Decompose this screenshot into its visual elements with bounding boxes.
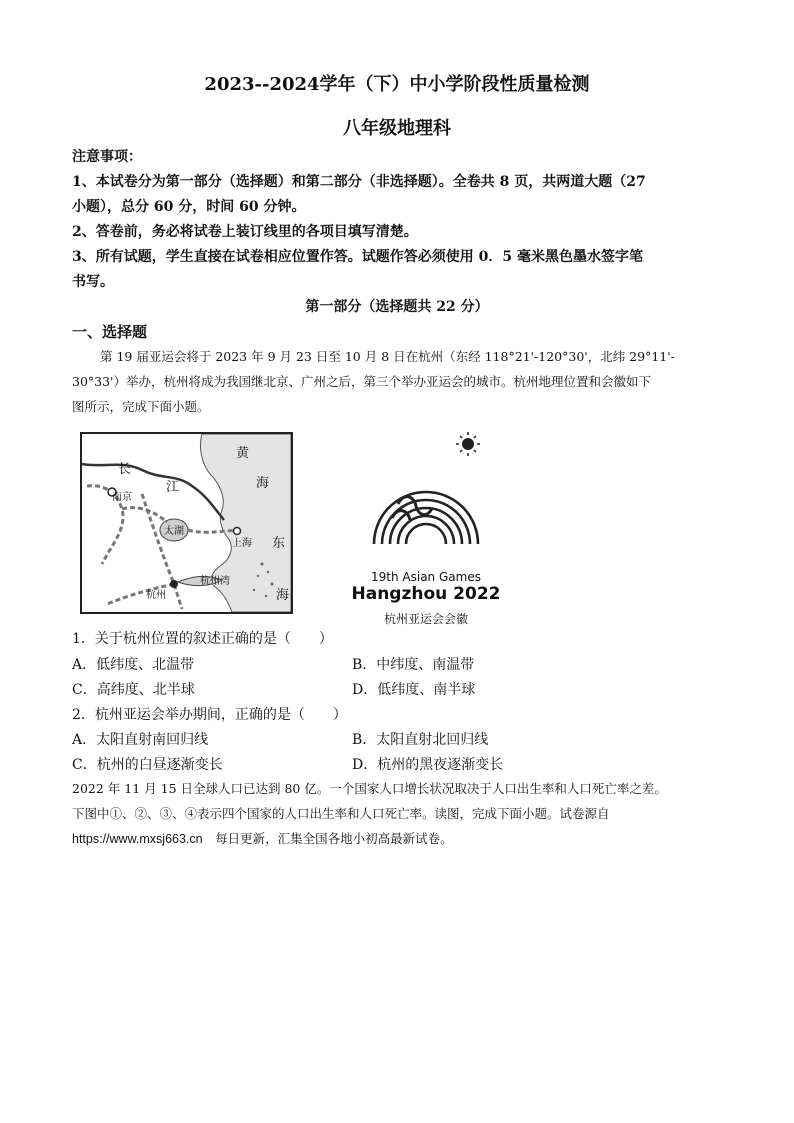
map-label-hangzhou: 杭州	[146, 590, 166, 601]
map-label-chang: 长	[118, 462, 132, 477]
map-label-taihu: 太湖	[164, 526, 184, 537]
question-1-option-d: D．低纬度、南半球	[352, 682, 476, 698]
population-line-1: 2022 年 11 月 15 日全球人口已达到 80 亿。一个国家人口增长状况取决于人口出生率和人口死亡率之差。	[72, 781, 667, 796]
question-2-option-b: B．太阳直射北回归线	[352, 732, 489, 748]
notes-line-3: 2、答卷前，务必将试卷上装订线里的各项目填写清楚。	[72, 224, 418, 240]
map-label-nanjing: 南京	[112, 492, 132, 503]
intro-line-1: 第 19 届亚运会将于 2023 年 9 月 23 日至 10 月 8 日在杭州（东经 118°21'-120°30'，北纬 29°11'-	[100, 349, 675, 364]
population-line-2: 下图中①、②、③、④表示四个国家的人口出生率和人口死亡率。读图，完成下面小题。试卷源自	[72, 806, 610, 821]
map-label-dong: 东	[272, 536, 286, 551]
part-one-heading: 第一部分（选择题共 22 分）	[305, 299, 489, 315]
notes-line-5: 书写。	[72, 274, 114, 290]
question-2-stem: 2．杭州亚运会举办期间，正确的是（ ）	[72, 707, 347, 723]
question-1-option-b: B．中纬度、南温带	[352, 657, 475, 673]
question-1-option-c: C．高纬度、北半球	[72, 682, 195, 698]
notes-line-1: 1、本试卷分为第一部分（选择题）和第二部分（非选择题）。全卷共 8 页，共两道大题（27	[72, 174, 646, 190]
map-label-jiang: 江	[166, 480, 180, 495]
exam-subtitle: 八年级地理科	[343, 118, 451, 139]
question-1-option-a: A．低纬度、北温带	[72, 657, 195, 673]
population-line-3: https://www.mxsj663.cn 每日更新，汇集全国各地小初高最新试卷。	[72, 832, 453, 846]
map-label-hai-2: 海	[276, 588, 290, 603]
map-label-huang: 黄	[236, 446, 250, 461]
intro-line-2: 30°33'）举办，杭州将成为我国继北京、广州之后，第三个举办亚运会的城市。杭州地理位置和会徽如下	[72, 374, 651, 389]
section-one-heading: 一、选择题	[72, 323, 148, 341]
emblem-city-year: Hangzhou 2022	[351, 584, 501, 604]
question-2-option-c: C．杭州的白昼逐渐变长	[72, 757, 223, 773]
question-1-stem: 1．关于杭州位置的叙述正确的是（ ）	[72, 631, 333, 647]
notes-line-4: 3、所有试题，学生直接在试卷相应位置作答。试题作答必须使用 0．5 毫米黑色墨水签字笔	[72, 249, 643, 265]
intro-line-3: 图所示，完成下面小题。	[72, 399, 210, 414]
notes-heading: 注意事项：	[72, 149, 142, 165]
map-label-hai-1: 海	[256, 476, 270, 491]
notes-line-2: 小题），总分 60 分，时间 60 分钟。	[72, 199, 306, 215]
map-label-shanghai: 上海	[232, 538, 252, 549]
emblem-caption: 杭州亚运会会徽	[383, 612, 468, 626]
exam-title: 2023--2024学年（下）中小学阶段性质量检测	[204, 74, 590, 95]
emblem-event-name: 19th Asian Games	[371, 570, 481, 584]
asian-games-emblem	[320, 426, 532, 616]
map-label-hangzhou-bay: 杭州湾	[200, 576, 230, 587]
question-2-option-a: A．太阳直射南回归线	[72, 732, 209, 748]
question-2-option-d: D．杭州的黑夜逐渐变长	[352, 757, 504, 773]
hangzhou-location-map	[80, 432, 293, 614]
